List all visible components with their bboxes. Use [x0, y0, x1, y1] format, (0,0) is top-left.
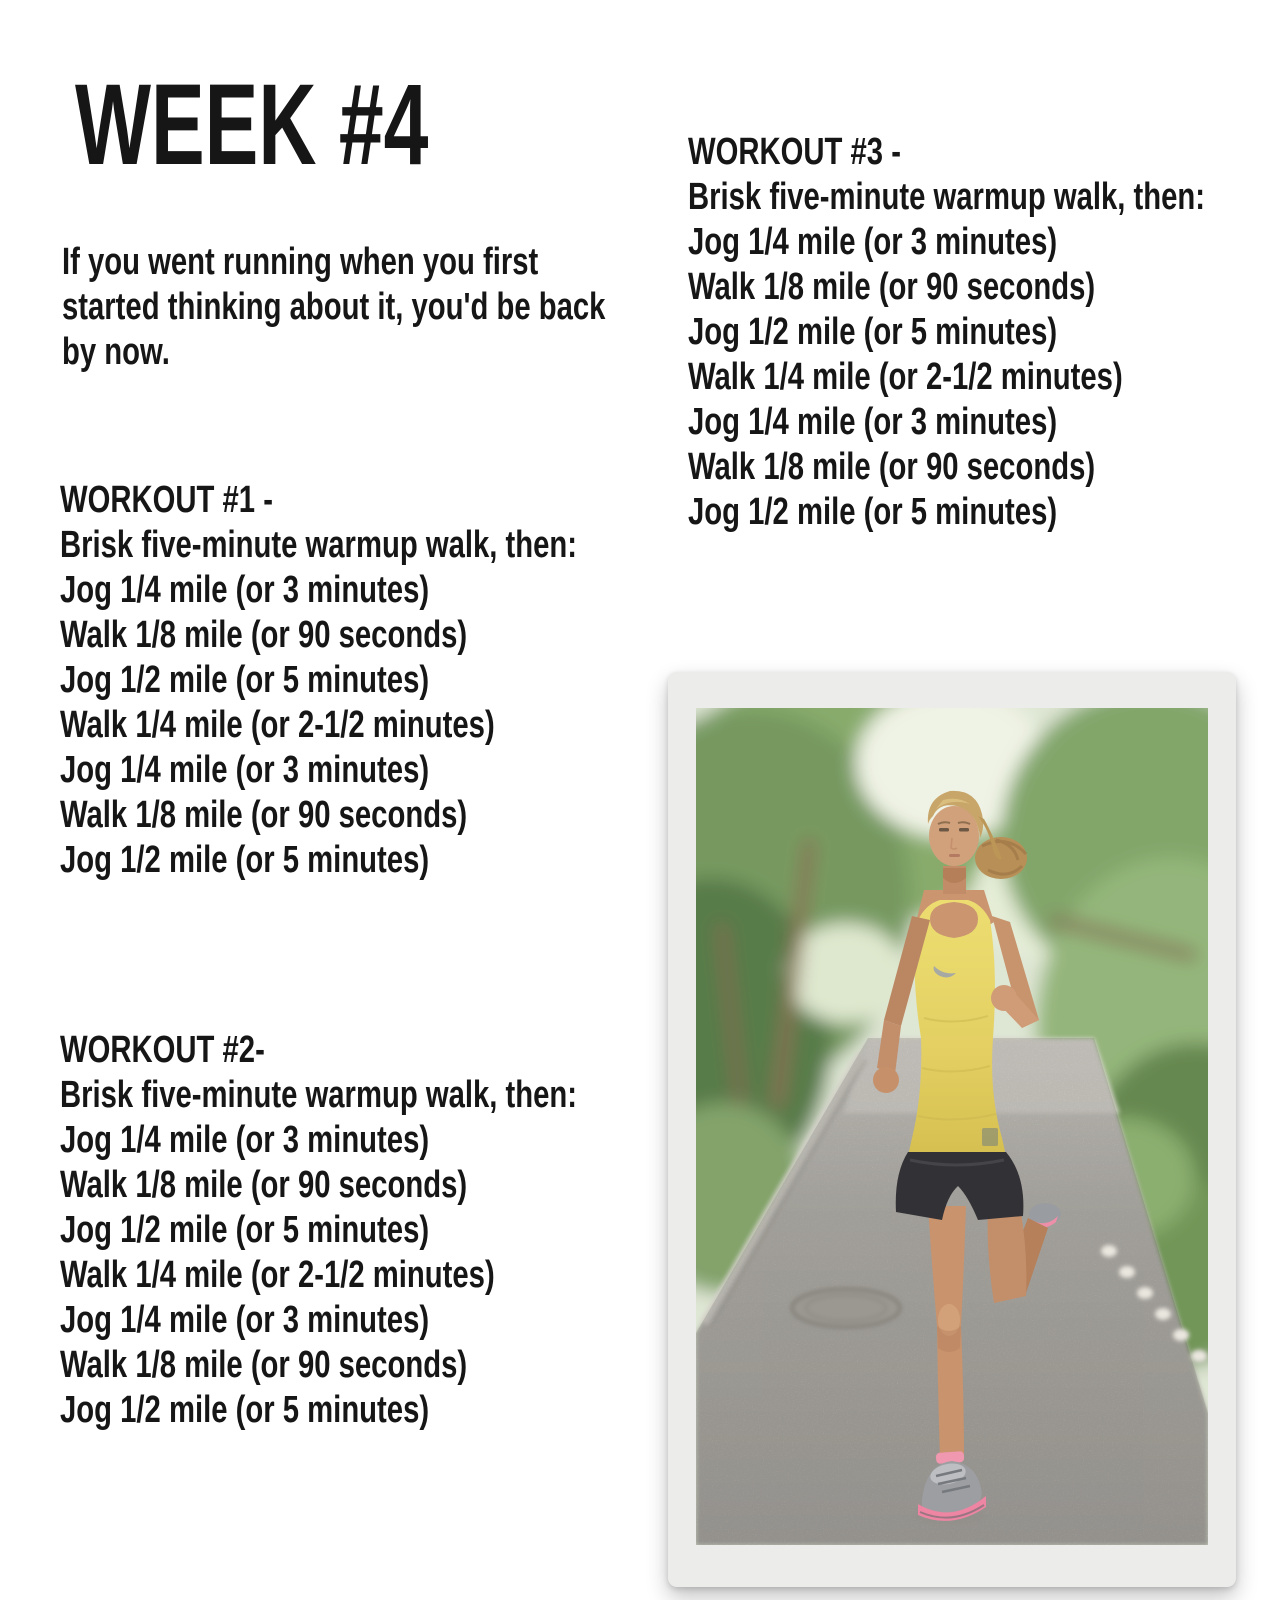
- quote-line: by now.: [62, 331, 170, 373]
- workout-2: [60, 1028, 577, 1433]
- quote: [62, 240, 605, 375]
- workout-3: [688, 130, 1205, 535]
- workout-line: Jog 1/4 mile (or 3 minutes): [60, 1299, 430, 1341]
- workout-line: Walk 1/8 mile (or 90 seconds): [60, 614, 468, 656]
- runner-photo: [696, 708, 1208, 1545]
- quote-line: started thinking about it, you'd be back: [62, 286, 606, 328]
- workout-1-heading: WORKOUT #1 -: [60, 479, 273, 521]
- workout-line: Jog 1/2 mile (or 5 minutes): [688, 311, 1058, 353]
- workout-line: Walk 1/4 mile (or 2-1/2 minutes): [688, 356, 1123, 398]
- workout-line: Walk 1/8 mile (or 90 seconds): [688, 446, 1096, 488]
- workout-line: Walk 1/8 mile (or 90 seconds): [60, 1164, 468, 1206]
- workout-line: Walk 1/8 mile (or 90 seconds): [688, 266, 1096, 308]
- workout-line: Jog 1/4 mile (or 3 minutes): [60, 569, 430, 611]
- workout-line: Brisk five-minute warmup walk, then:: [688, 176, 1206, 218]
- workout-line: Jog 1/2 mile (or 5 minutes): [688, 491, 1058, 533]
- workout-line: Walk 1/4 mile (or 2-1/2 minutes): [60, 1254, 495, 1296]
- workout-line: Jog 1/2 mile (or 5 minutes): [60, 659, 430, 701]
- workout-line: Jog 1/2 mile (or 5 minutes): [60, 1209, 430, 1251]
- workout-line: Jog 1/4 mile (or 3 minutes): [688, 401, 1058, 443]
- workout-1: [60, 478, 577, 883]
- workout-line: Jog 1/2 mile (or 5 minutes): [60, 1389, 430, 1431]
- runner-photo-card: [668, 672, 1236, 1587]
- page-title: WEEK #4: [75, 61, 429, 189]
- workout-3-heading: WORKOUT #3 -: [688, 131, 901, 173]
- workout-line: Jog 1/2 mile (or 5 minutes): [60, 839, 430, 881]
- workout-line: Jog 1/4 mile (or 3 minutes): [688, 221, 1058, 263]
- workout-2-heading: WORKOUT #2-: [60, 1029, 265, 1071]
- workout-line: Walk 1/8 mile (or 90 seconds): [60, 1344, 468, 1386]
- workout-line: Brisk five-minute warmup walk, then:: [60, 1074, 578, 1116]
- workout-line: Jog 1/4 mile (or 3 minutes): [60, 749, 430, 791]
- workout-line: Walk 1/8 mile (or 90 seconds): [60, 794, 468, 836]
- workout-line: Jog 1/4 mile (or 3 minutes): [60, 1119, 430, 1161]
- quote-line: If you went running when you first: [62, 241, 539, 283]
- workout-line: Walk 1/4 mile (or 2-1/2 minutes): [60, 704, 495, 746]
- workout-line: Brisk five-minute warmup walk, then:: [60, 524, 578, 566]
